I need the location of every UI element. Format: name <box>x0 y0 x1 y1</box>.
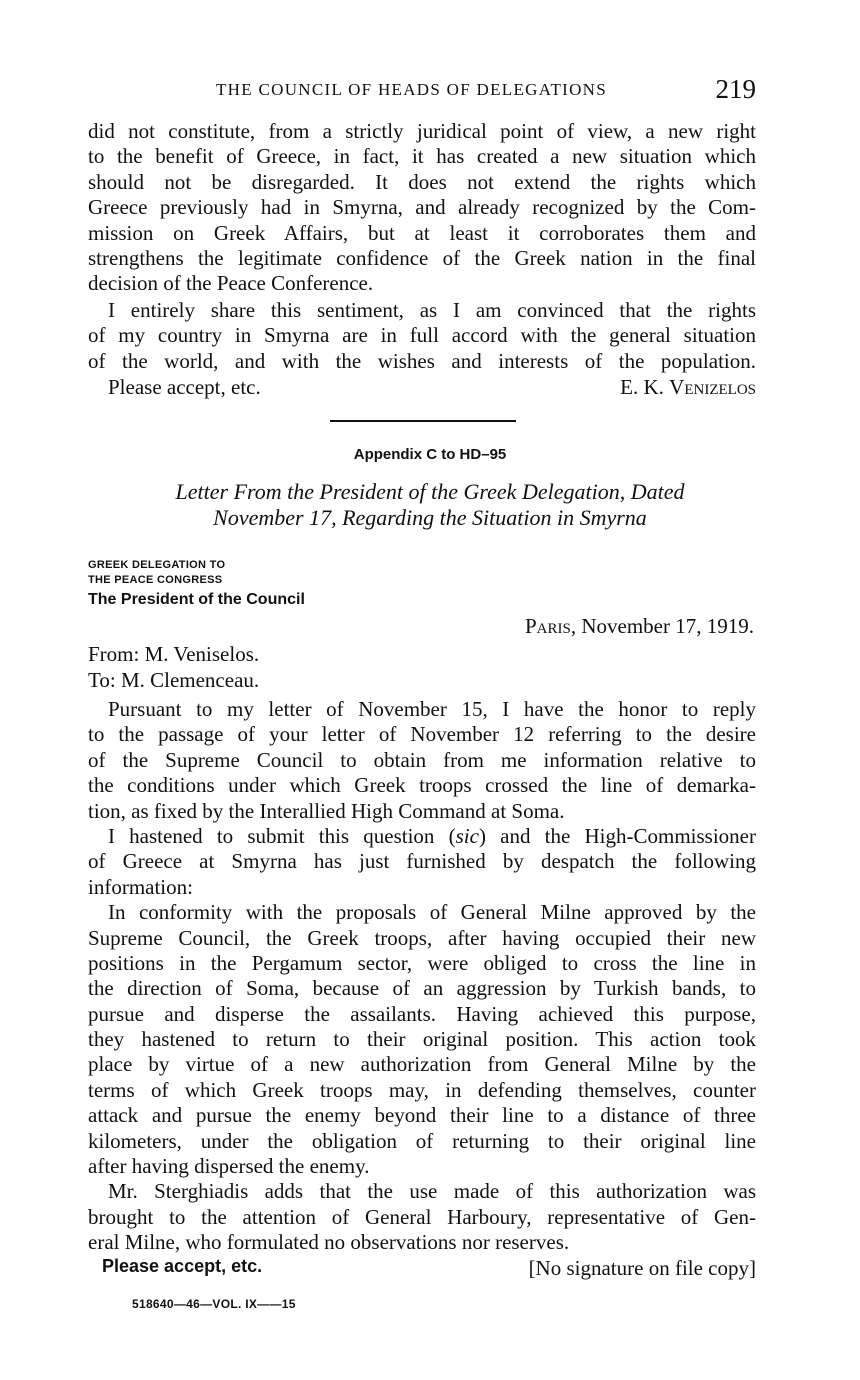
text-line: Supreme Council, the Greek troops, after having occupied their new <box>88 925 756 950</box>
letter-title-line-2: November 17, Regarding the Situation in Smyrna <box>213 505 647 530</box>
closing-text: Please accept, etc. <box>102 1255 263 1276</box>
appendix-heading: Appendix C to HD–95 <box>353 446 507 463</box>
text-line: the conditions under which Greek troops crossed the line of demarka- <box>88 773 756 798</box>
text-line: attack and pursue the enemy beyond their line to a distance of three <box>88 1103 756 1128</box>
page-number: 219 <box>715 74 756 104</box>
letter-title-line-1: Letter From the President of the Greek Delegation, Dated <box>175 479 685 504</box>
sentiment-paragraph <box>88 298 756 374</box>
text-line: pursue and disperse the assailants. Having achieved this purpose, <box>88 1001 756 1026</box>
signature <box>620 375 756 400</box>
text-line: kilometers, under the obligation of returning to their original line <box>88 1128 756 1153</box>
text-line: tion, as fixed by the Interallied High Command at Soma. <box>88 798 565 823</box>
text-line: I entirely share this sentiment, as I am convinced that the rights <box>108 298 756 322</box>
text-line: information: <box>88 874 193 899</box>
text-line: In conformity with the proposals of General Milne approved by the <box>108 900 756 925</box>
to-line: To: M. Clemenceau. <box>88 668 260 692</box>
footer-print-code: 518640—46—VOL. IX——15 <box>132 1297 296 1311</box>
running-title: THE COUNCIL OF HEADS OF DELEGATIONS <box>216 80 608 99</box>
text-line: Mr. Sterghiadis adds that the use made of this authorization was <box>108 1179 756 1204</box>
text-line: brought to the attention of General Harboury, representative of Gen- <box>88 1204 756 1229</box>
dateline <box>525 614 754 639</box>
text-line <box>88 824 756 849</box>
text-line: terms of which Greek troops may, in defending themselves, counter <box>88 1077 756 1102</box>
letterhead-line-3: The President of the Council <box>88 591 305 608</box>
text-line: of the Supreme Council to obtain from me information relative to <box>88 747 756 772</box>
text-line: strengthens the legitimate confidence of the Greek nation in the final <box>88 245 756 270</box>
dateline-date: , November 17, 1919. <box>570 614 754 638</box>
text-line: Greece previously had in Smyrna, and already recognized by the Com- <box>88 195 756 220</box>
text-line: eral Milne, who formulated no observations nor reserves. <box>88 1230 570 1255</box>
letterhead-line-1: GREEK DELEGATION TO <box>88 559 226 571</box>
letter-body <box>88 697 756 1281</box>
text-segment: I hastened to submit this question ( <box>108 823 456 848</box>
from-line: From: M. Veniselos. <box>88 642 260 666</box>
file-copy-note: [No signature on file copy] <box>528 1255 756 1280</box>
text-line: to the passage of your letter of November 12 referring to the desire <box>88 722 756 747</box>
continued-paragraph <box>88 119 756 297</box>
final-closing <box>88 1256 756 1281</box>
text-line: positions in the Pergamum sector, were obliged to cross the line in <box>88 950 756 975</box>
text-line: of the world, and with the wishes and interests of the population. <box>88 348 756 373</box>
text-line: did not constitute, from a strictly juridical point of view, a new right <box>88 119 756 143</box>
text-segment: ) and the High-Commissioner <box>478 823 756 848</box>
text-line: to the benefit of Greece, in fact, it has created a new situation which <box>88 144 756 169</box>
signature-name: Venizelos <box>669 375 756 399</box>
text-line: the direction of Soma, because of an aggression by Turkish bands, to <box>88 976 756 1001</box>
section-divider <box>330 420 516 422</box>
text-line: they hastened to return to their original position. This action took <box>88 1027 756 1052</box>
letterhead-line-2: THE PEACE CONGRESS <box>88 574 223 586</box>
signature-initials: E. K. <box>620 375 664 399</box>
closing-text: Please accept, etc. <box>108 375 261 399</box>
text-line: place by virtue of a new authorization from General Milne by the <box>88 1052 756 1077</box>
first-closing <box>88 375 756 400</box>
text-line: of Greece at Smyrna has just furnished by despatch the following <box>88 849 756 874</box>
running-header <box>88 74 756 106</box>
text-line: of my country in Smyrna are in full accord with the general situation <box>88 323 756 348</box>
text-line: after having dispersed the enemy. <box>88 1154 370 1179</box>
text-line: Pursuant to my letter of November 15, I have the honor to reply <box>108 697 756 721</box>
dateline-place: Paris <box>525 614 571 638</box>
text-line: should not be disregarded. It does not extend the rights which <box>88 169 756 194</box>
text-line: decision of the Peace Conference. <box>88 271 374 296</box>
sic-annotation: sic <box>455 823 479 848</box>
text-line: mission on Greek Affairs, but at least it corroborates them and <box>88 220 756 245</box>
